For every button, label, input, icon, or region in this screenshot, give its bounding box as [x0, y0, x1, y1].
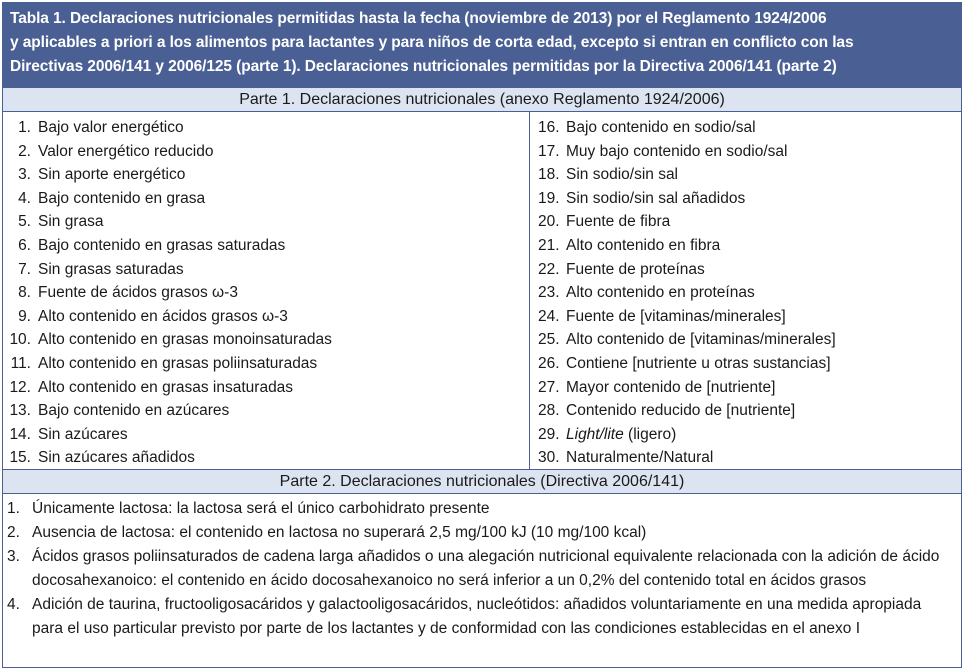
item-text: Sin azúcares: [38, 425, 128, 443]
part2-list: [3, 494, 961, 641]
part1-left-column: [3, 112, 530, 469]
list-item: [530, 446, 961, 470]
item-text: Sin sodio/sin sal: [566, 166, 679, 184]
item-number: 8.: [18, 284, 31, 302]
item-number: 17.: [538, 142, 560, 160]
item-text: Alto contenido en proteínas: [566, 284, 755, 302]
item-text: Sin azúcares añadidos: [38, 449, 195, 467]
item-number: 6.: [18, 236, 31, 254]
list-item: [3, 446, 529, 470]
item-text: Fuente de fibra: [566, 213, 671, 231]
item-number: 14.: [9, 425, 31, 443]
item-number: 3.: [7, 548, 20, 565]
list-item: [530, 305, 961, 329]
item-number: 26.: [538, 354, 560, 372]
item-number: 30.: [538, 449, 560, 467]
item-text: Bajo contenido en grasas saturadas: [38, 236, 286, 254]
item-text: Fuente de proteínas: [566, 260, 705, 278]
nutrition-table: [2, 2, 962, 668]
list-item: [3, 281, 529, 305]
list-item: [7, 593, 961, 641]
list-item: [530, 187, 961, 211]
item-text: Sin grasas saturadas: [38, 260, 184, 278]
list-item: [530, 116, 961, 140]
list-item: [3, 423, 529, 447]
part2-header: Parte 2. Declaraciones nutricionales (Directiva 2006/141): [3, 469, 961, 494]
list-item: [3, 305, 529, 329]
item-number: 2.: [7, 524, 20, 541]
item-text: Bajo contenido en azúcares: [38, 402, 230, 420]
list-item: [530, 210, 961, 234]
item-text-rest: (ligero): [623, 425, 677, 443]
list-item: [3, 352, 529, 376]
item-text: Alto contenido en grasas monoinsaturadas: [38, 331, 332, 349]
list-item: [530, 352, 961, 376]
list-item: [3, 140, 529, 164]
item-number: 12.: [9, 378, 31, 396]
item-text: Valor energético reducido: [38, 142, 214, 160]
list-item: [530, 163, 961, 187]
list-item: [3, 187, 529, 211]
item-number: 18.: [538, 166, 560, 184]
item-number: 16.: [538, 119, 560, 136]
item-text: Alto contenido de [vitaminas/minerales]: [566, 331, 836, 349]
item-text: Ácidos grasos poliinsaturados de cadena larga añadidos o una alegación nutricional equivalente relacionada con la adición de ácido docosahexanoico: el contenido en ácido docosahexanoico no será inferior a un 0,2% del contenido total en ácidos grasos: [32, 548, 940, 589]
list-item: [530, 399, 961, 423]
item-text: Contiene [nutriente u otras sustancias]: [566, 354, 831, 372]
list-item: [530, 258, 961, 282]
list-item: [3, 328, 529, 352]
item-text: Alto contenido en grasas poliinsaturadas: [38, 354, 318, 372]
part1-right-column: [530, 112, 961, 469]
item-number: 2.: [18, 142, 31, 160]
item-number: 4.: [7, 596, 20, 613]
item-text: Únicamente lactosa: la lactosa será el único carbohidrato presente: [32, 500, 490, 517]
list-item: [530, 140, 961, 164]
item-text: Sin grasa: [38, 213, 104, 231]
caption-line-2: y aplicables a priori a los alimentos para lactantes y para niños de corta edad, excepto si entran en conflicto con las: [10, 34, 854, 51]
list-item: [7, 497, 961, 521]
part1-grid: [3, 112, 961, 469]
item-number: 4.: [18, 189, 31, 207]
item-number: 7.: [18, 260, 31, 278]
item-text: Alto contenido en grasas insaturadas: [38, 378, 294, 396]
item-text: Bajo contenido en sodio/sal: [566, 119, 756, 136]
list-item: [3, 399, 529, 423]
item-text: Bajo valor energético: [38, 119, 184, 136]
item-text: Alto contenido en fibra: [566, 236, 721, 254]
item-number: 27.: [538, 378, 560, 396]
item-number: 19.: [538, 189, 560, 207]
part1-header: Parte 1. Declaraciones nutricionales (anexo Reglamento 1924/2006): [3, 87, 961, 112]
item-text: Sin sodio/sin sal añadidos: [566, 189, 746, 207]
item-number: 5.: [18, 213, 31, 231]
list-item: [3, 234, 529, 258]
caption-line-3: Directivas 2006/141 y 2006/125 (parte 1). Declaraciones nutricionales permitidas por la Directiva 2006/141 (parte 2): [10, 58, 837, 75]
item-text: [566, 423, 676, 447]
list-item: [3, 258, 529, 282]
list-item: [3, 210, 529, 234]
item-number: 3.: [18, 166, 31, 184]
item-text: Muy bajo contenido en sodio/sal: [566, 142, 788, 160]
list-item: [530, 328, 961, 352]
item-text: Adición de taurina, fructooligosacáridos y galactooligosacáridos, nucleótidos: añadidos voluntariamente en una medida apropiada para el uso particular previsto por parte de los lactantes y de conformidad con las condiciones establecidas en el anexo I: [32, 596, 922, 637]
item-number: 23.: [538, 284, 560, 302]
list-item: [3, 376, 529, 400]
item-number: 20.: [538, 213, 560, 231]
list-item: [3, 163, 529, 187]
item-number: 21.: [538, 236, 560, 254]
item-text: Alto contenido en ácidos grasos ω-3: [38, 307, 288, 325]
list-item: [7, 521, 961, 545]
item-number: 9.: [18, 307, 31, 325]
item-text: Naturalmente/Natural: [566, 449, 714, 467]
item-text: Fuente de ácidos grasos ω-3: [38, 284, 238, 302]
list-item: [7, 545, 961, 593]
list-item: [530, 281, 961, 305]
list-item: [3, 116, 529, 140]
item-text: Ausencia de lactosa: el contenido en lactosa no superará 2,5 mg/100 kJ (10 mg/100 kcal): [32, 524, 647, 541]
item-number: 24.: [538, 307, 560, 325]
item-number: 28.: [538, 402, 560, 420]
item-number: 29.: [538, 425, 560, 443]
item-text: Mayor contenido de [nutriente]: [566, 378, 776, 396]
caption-line-1: Tabla 1. Declaraciones nutricionales permitidas hasta la fecha (noviembre de 2013) por el Reglamento 1924/2006: [10, 10, 827, 27]
item-number: 25.: [538, 331, 560, 349]
item-number: 1.: [7, 500, 20, 517]
table-caption: [3, 3, 961, 87]
item-text: Sin aporte energético: [38, 166, 186, 184]
item-number: 1.: [18, 119, 31, 136]
item-text: Fuente de [vitaminas/minerales]: [566, 307, 786, 325]
item-number: 13.: [9, 402, 31, 420]
item-number: 10.: [9, 331, 31, 349]
item-number: 15.: [9, 449, 31, 467]
item-number: 11.: [10, 354, 31, 372]
list-item: [530, 376, 961, 400]
item-text-italic: Light/lite: [566, 425, 624, 443]
item-text: Contenido reducido de [nutriente]: [566, 402, 796, 420]
item-text: Bajo contenido en grasa: [38, 189, 206, 207]
list-item: [530, 234, 961, 258]
list-item: [530, 423, 961, 447]
item-number: 22.: [538, 260, 560, 278]
